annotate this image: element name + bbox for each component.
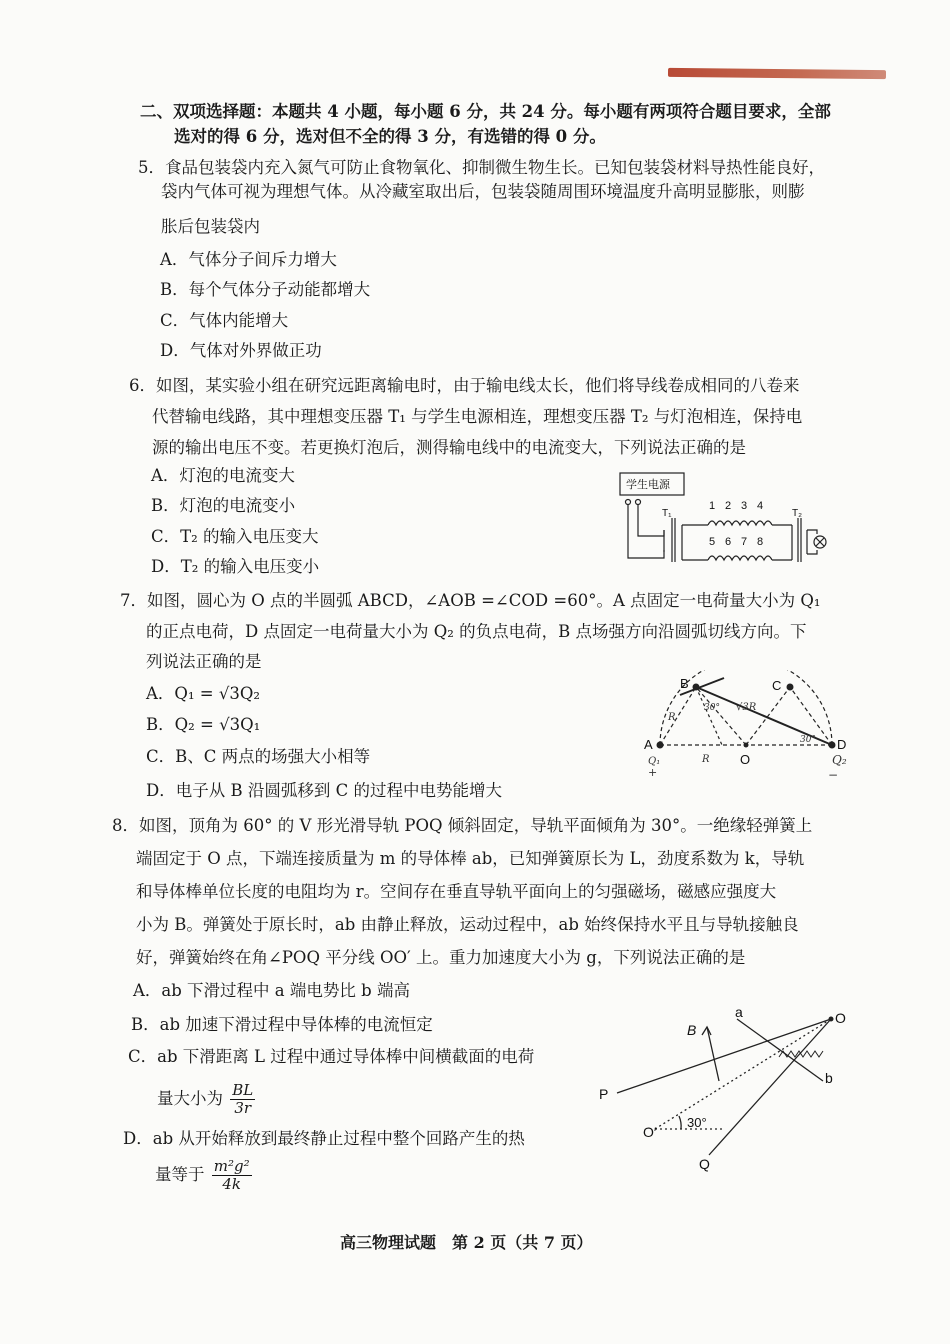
point-o-label: O — [835, 1010, 846, 1026]
q5-option-c[interactable]: C．气体内能增大 — [160, 311, 289, 330]
coil-4-label: 4 — [757, 500, 764, 512]
q5-option-b[interactable]: B．每个气体分子动能都增大 — [160, 280, 371, 299]
q8-stem-line2: 端固定于 O 点，下端连接质量为 m 的导体棒 ab，已知弹簧原长为 L，劲度系数为 k，导轨 — [136, 849, 805, 868]
q7-option-b[interactable]: B．Q₂ = √3Q₁ — [146, 715, 261, 734]
point-d-label: D — [837, 737, 847, 752]
rod-end-b-label: b — [825, 1070, 833, 1086]
q6-option-d[interactable]: D．T₂ 的输入电压变小 — [151, 557, 320, 576]
coil-5-label: 5 — [709, 536, 716, 548]
page-footer: 高三物理试题 第 2 页（共 7 页） — [340, 1233, 593, 1252]
point-a-label: A — [644, 737, 653, 752]
field-b-label: B — [687, 1022, 697, 1038]
point-p-label: P — [599, 1086, 609, 1102]
q7-stem-line2: 的正点电荷，D 点固定一电荷量大小为 Q₂ 的负点电荷，B 点场强方向沿圆弧切线方向。下 — [146, 622, 807, 641]
hand-minus: − — [828, 768, 839, 780]
q6-option-b[interactable]: B．灯泡的电流变小 — [151, 496, 296, 515]
q7-option-c[interactable]: C．B、C 两点的场强大小相等 — [146, 747, 371, 766]
coil-6-label: 6 — [725, 536, 732, 548]
q8-option-a[interactable]: A．ab 下滑过程中 a 端电势比 b 端高 — [133, 981, 410, 1000]
q8-stem-line5: 好，弹簧始终在角∠POQ 平分线 OO′ 上。重力加速度大小为 g，下列说法正确的是 — [136, 948, 746, 967]
q8-option-c-denominator: 3r — [234, 1099, 252, 1117]
point-c-label: C — [772, 678, 782, 693]
q5-option-a[interactable]: A．气体分子间斥力增大 — [160, 250, 337, 269]
q5-option-d[interactable]: D．气体对外界做正功 — [160, 341, 322, 360]
angle-30-label: 30° — [687, 1115, 707, 1130]
hand-plus: + — [648, 766, 658, 779]
hand-sqrt3r: √3R — [736, 702, 757, 713]
rod-end-a-label: a — [735, 1005, 743, 1020]
power-supply-label: 学生电源 — [626, 479, 670, 491]
q8-option-d-line1[interactable]: D．ab 从开始释放到最终静止过程中整个回路产生的热 — [123, 1129, 525, 1148]
point-b-label: B — [680, 676, 689, 691]
q7-option-a[interactable]: A．Q₁ = √3Q₂ — [146, 684, 261, 703]
q6-stem-line3: 源的输出电压不变。若更换灯泡后，测得输电线中的电流变大，下列说法正确的是 — [152, 438, 746, 457]
q6-stem-line2: 代替输电线路，其中理想变压器 T₁ 与学生电源相连，理想变压器 T₂ 与灯泡相连，保持电 — [152, 407, 803, 426]
q6-circuit-figure — [612, 470, 842, 580]
q7-option-d[interactable]: D．电子从 B 沿圆弧移到 C 的过程中电势能增大 — [146, 781, 502, 800]
hand-30b: 30° — [800, 735, 816, 745]
page-top-decoration — [668, 68, 886, 79]
point-o-label: O — [740, 752, 751, 767]
q8-option-c-line2[interactable] — [157, 1082, 255, 1117]
q8-rail-figure — [595, 1005, 855, 1180]
hand-r2: R — [702, 754, 710, 765]
q7-semicircle-figure — [640, 670, 860, 780]
hand-r1: R — [668, 712, 676, 723]
q8-option-d-prefix: 量等于 — [155, 1165, 205, 1184]
q8-option-d-numerator: m²g² — [213, 1157, 250, 1175]
q8-option-d-line2[interactable] — [155, 1158, 252, 1193]
coil-8-label: 8 — [757, 536, 764, 548]
q5-stem-line2: 袋内气体可视为理想气体。从冷藏室取出后，包装袋随周围环境温度升高明显膨胀，则膨 — [161, 182, 805, 201]
q5-stem-line3: 胀后包装袋内 — [161, 217, 260, 236]
section-heading-line1: 二、双项选择题：本题共 4 小题，每小题 6 分，共 24 分。每小题有两项符合题目要求，全部 — [140, 102, 831, 121]
q8-option-b[interactable]: B．ab 加速下滑过程中导体棒的电流恒定 — [131, 1015, 433, 1034]
t2-label: T₂ — [792, 508, 802, 519]
q8-option-c-line1[interactable]: C．ab 下滑距离 L 过程中通过导体棒中间横截面的电荷 — [128, 1047, 535, 1066]
q8-option-c-prefix: 量大小为 — [157, 1089, 223, 1108]
q8-stem-line4: 小为 B。弹簧处于原长时，ab 由静止释放，运动过程中，ab 始终保持水平且与导轨接触良 — [136, 915, 799, 934]
coil-3-label: 3 — [741, 500, 748, 512]
q8-option-d-fraction — [212, 1158, 252, 1193]
coil-7-label: 7 — [741, 536, 748, 548]
point-o-prime-label: O′ — [643, 1124, 657, 1140]
q8-stem-line3: 和导体棒单位长度的电阻均为 r。空间存在垂直导轨平面向上的匀强磁场，磁感应强度大 — [136, 882, 777, 901]
q6-option-c[interactable]: C．T₂ 的输入电压变大 — [151, 527, 319, 546]
hand-30a: 30° — [704, 703, 720, 713]
q8-option-c-numerator: BL — [232, 1081, 254, 1099]
q6-option-a[interactable]: A．灯泡的电流变大 — [151, 466, 295, 485]
q7-stem-line3: 列说法正确的是 — [146, 652, 262, 671]
hand-q1: Q₁ — [648, 756, 661, 767]
q7-stem-line1: 7．如图，圆心为 O 点的半圆弧 ABCD，∠AOB =∠COD =60°。A 点固定一电荷量大小为 Q₁ — [120, 591, 821, 610]
coil-1-label: 1 — [709, 500, 716, 512]
hand-q2: Q₂ — [832, 753, 847, 767]
point-q-label: Q — [699, 1156, 710, 1172]
section-heading-line2: 选对的得 6 分，选对但不全的得 3 分，有选错的得 0 分。 — [174, 127, 606, 146]
q6-stem-line1: 6．如图，某实验小组在研究远距离输电时，由于输电线太长，他们将导线卷成相同的八卷来 — [129, 376, 800, 395]
q5-stem-line1: 5．食品包装袋内充入氮气可防止食物氧化、抑制微生物生长。已知包装袋材料导热性能良好， — [138, 158, 825, 177]
q8-option-c-fraction — [230, 1082, 255, 1117]
q8-stem-line1: 8．如图，顶角为 60° 的 V 形光滑导轨 POQ 倾斜固定，导轨平面倾角为 30°。一绝缘轻弹簧上 — [112, 816, 813, 835]
t1-label: T₁ — [662, 508, 672, 519]
coil-2-label: 2 — [725, 500, 732, 512]
q8-option-d-denominator: 4k — [222, 1175, 241, 1193]
